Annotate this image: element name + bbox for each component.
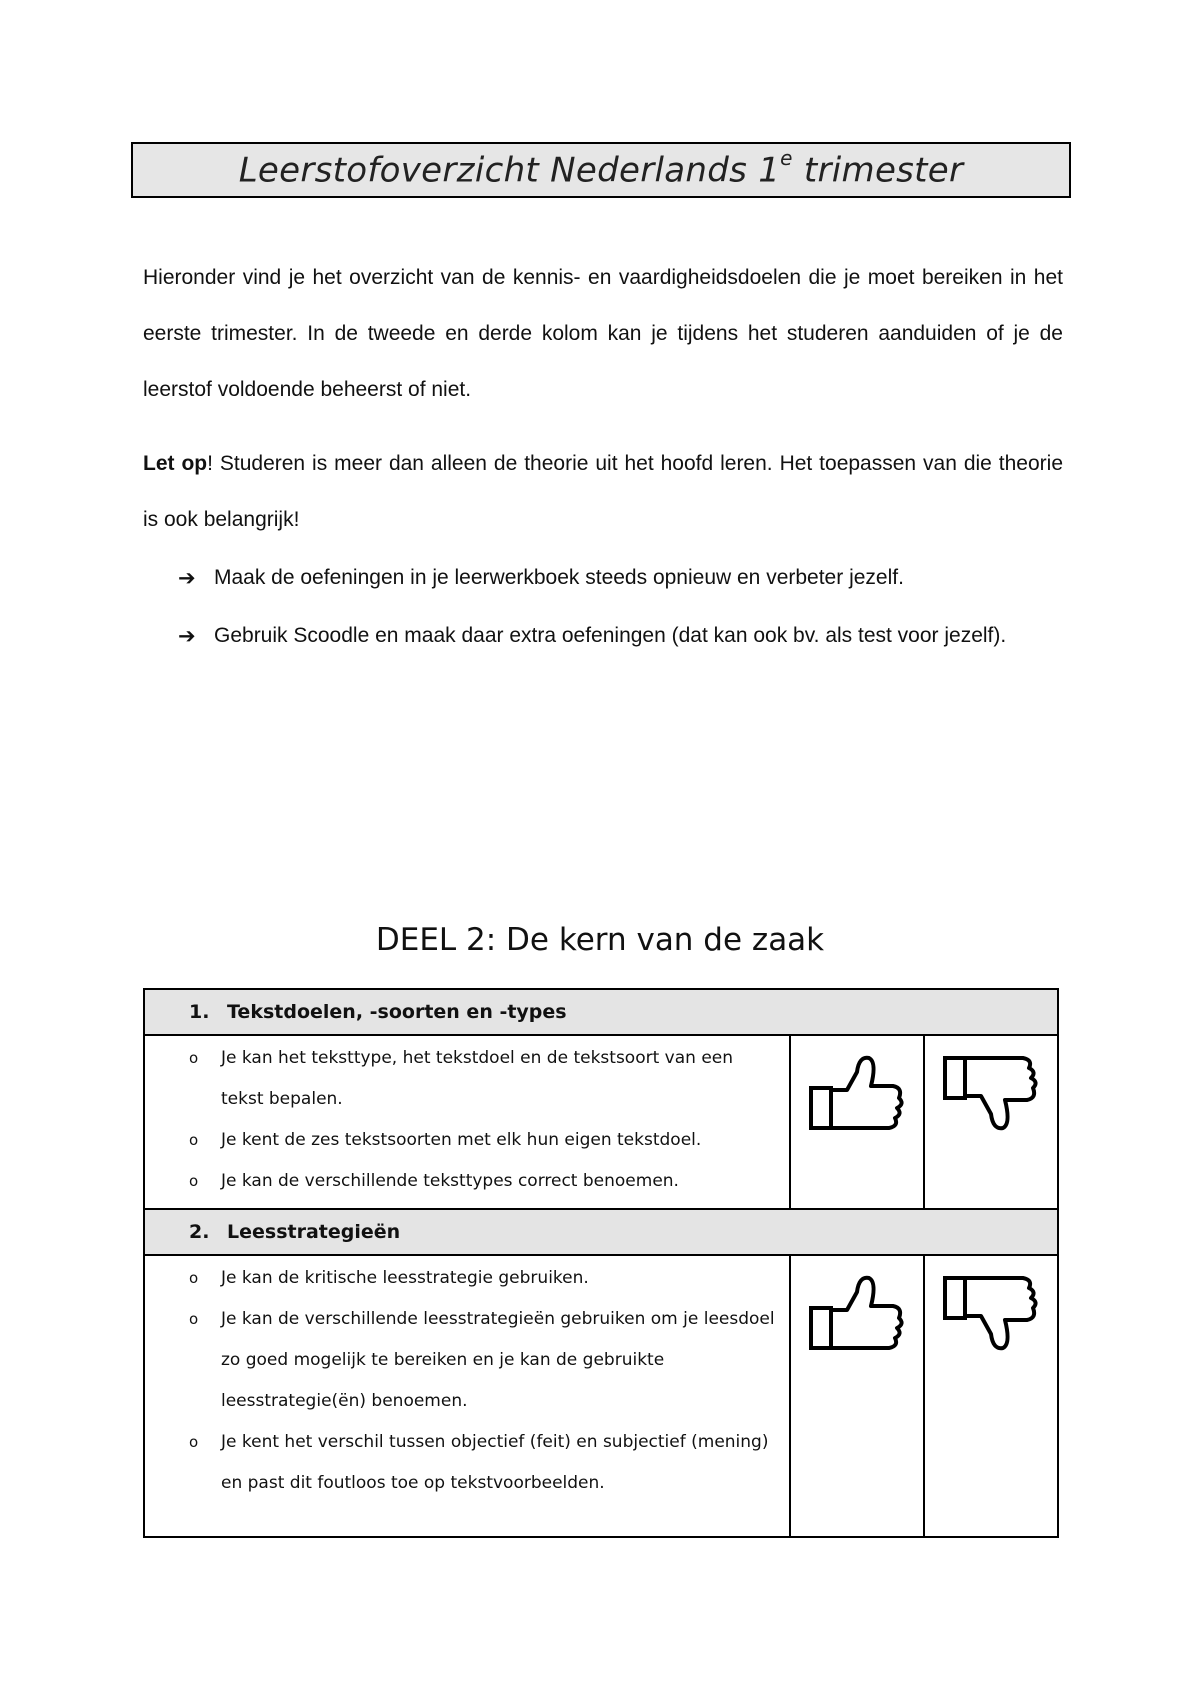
tip-item: ➔ Gebruik Scoodle en maak daar extra oefeningen (dat kan ook bv. als test voor jezelf).	[178, 624, 1007, 648]
bullet-icon: o	[189, 1310, 199, 1328]
note-paragraph	[143, 436, 1063, 548]
page-title: Leerstofoverzicht Nederlands 1e trimester	[238, 145, 964, 191]
list-item: o Je kent de zes tekstsoorten met elk hun eigen tekstdoel.	[189, 1120, 779, 1161]
note-label: Let op	[143, 452, 208, 475]
thumbs-down-icon	[941, 1050, 1041, 1140]
title-box	[131, 142, 1071, 198]
thumbs-up-icon	[807, 1270, 907, 1360]
list-item: o Je kan het teksttype, het tekstdoel en de tekstsoort van een tekst bepalen.	[189, 1038, 779, 1120]
list-item: o Je kan de kritische leesstrategie gebruiken.	[189, 1258, 779, 1299]
note-text: ! Studeren is meer dan alleen de theorie uit het hoofd leren. Het toepassen van die theorie is ook belangrijk!	[143, 452, 1064, 531]
goal-list	[145, 1036, 789, 1208]
mastered-cell[interactable]	[790, 1255, 924, 1537]
not-mastered-cell[interactable]	[924, 1035, 1058, 1209]
tips-list	[178, 566, 1078, 682]
goal-list	[145, 1256, 789, 1510]
arrow-right-icon: ➔	[178, 567, 196, 590]
mastered-cell[interactable]	[790, 1035, 924, 1209]
not-mastered-cell[interactable]	[924, 1255, 1058, 1537]
topic-number: 1.	[189, 1001, 210, 1023]
topic-row	[144, 1255, 1058, 1537]
topic-number: 2.	[189, 1221, 210, 1243]
bullet-icon: o	[189, 1172, 199, 1190]
thumbs-down-icon	[941, 1270, 1041, 1360]
arrow-right-icon: ➔	[178, 625, 196, 648]
thumbs-up-icon	[807, 1050, 907, 1140]
list-item: o Je kan de verschillende teksttypes correct benoemen.	[189, 1161, 779, 1202]
topic-row	[144, 1035, 1058, 1209]
tip-item: ➔ Maak de oefeningen in je leerwerkboek steeds opnieuw en verbeter jezelf.	[178, 566, 904, 590]
topic-title: Tekstdoelen, -soorten en -types	[227, 1001, 567, 1023]
list-item: o Je kent het verschil tussen objectief (feit) en subjectief (mening) en past dit foutloos toe op tekstvoorbeelden.	[189, 1422, 779, 1504]
section-heading: DEEL 2: De kern van de zaak	[375, 922, 825, 958]
bullet-icon: o	[189, 1131, 199, 1149]
bullet-icon: o	[189, 1433, 199, 1451]
list-item: o Je kan de verschillende leesstrategieën gebruiken om je leesdoel zo goed mogelijk te bereiken en je kan de gebruikte leesstrategie(ën) benoemen.	[189, 1299, 779, 1422]
bullet-icon: o	[189, 1049, 199, 1067]
intro-paragraph: Hieronder vind je het overzicht van de kennis- en vaardigheidsdoelen die je moet bereiken in het eerste trimester. In de tweede en derde kolom kan je tijdens het studeren aanduiden of je de leerstof voldoende beheerst of niet.	[143, 266, 1063, 401]
topic-header	[144, 1209, 1058, 1255]
topic-header	[144, 989, 1058, 1035]
bullet-icon: o	[189, 1269, 199, 1287]
topic-title: Leesstrategieën	[227, 1221, 401, 1243]
goals-table	[143, 988, 1059, 1538]
